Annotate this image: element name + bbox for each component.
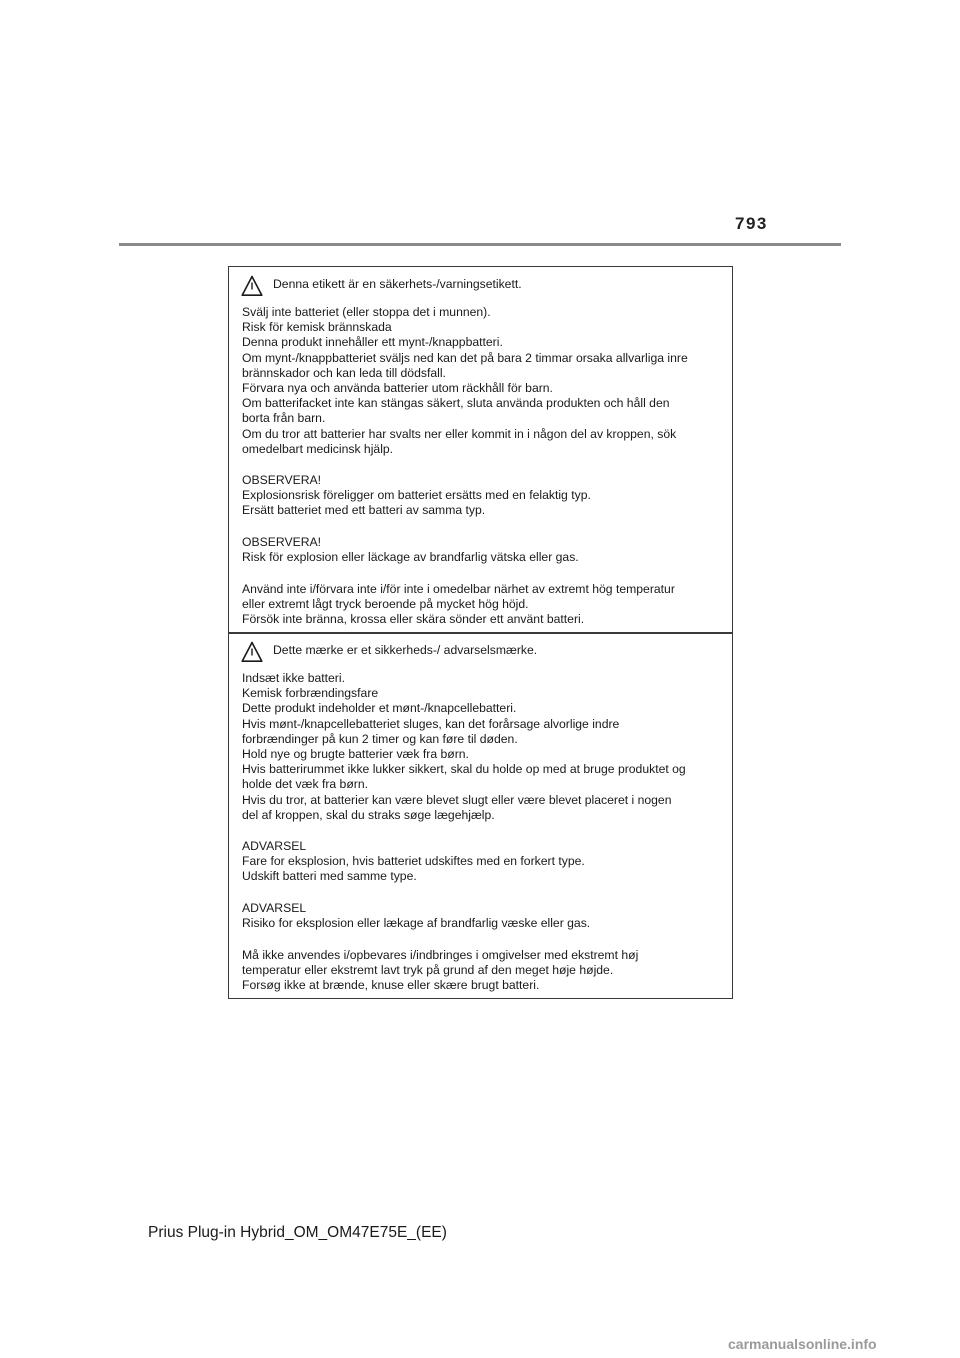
text-line: Risiko for eksplosion eller lækage af brandfarlig væske eller gas. [242, 916, 591, 931]
text-block-temperature-pressure [242, 948, 638, 994]
text-block-battery-type-caution [242, 839, 585, 885]
label-section-swedish [229, 267, 732, 632]
header-rule [119, 243, 841, 246]
text-line: Om batterifacket inte kan stängas säkert, sluta använda produkten och håll den [242, 396, 670, 411]
text-line: ADVARSEL [242, 839, 307, 853]
text-line: brännskador och kan leda till dödsfall. [242, 365, 446, 380]
warning-title: Denna etikett är en säkerhets-/varningsetikett. [273, 277, 522, 291]
text-block-battery-type-caution [242, 473, 591, 519]
text-line: borta från barn. [242, 411, 326, 426]
text-line: Må ikke anvendes i/opbevares i/indbringes i omgivelser med ekstremt høj [242, 948, 639, 962]
text-line: Denna produkt innehåller ett mynt-/knappbatteri. [242, 335, 503, 350]
text-line: Svälj inte batteriet (eller stoppa det i munnen). [242, 305, 491, 319]
text-block-explosion-caution [242, 901, 590, 931]
text-block-choking-hazard [242, 671, 686, 823]
text-line: Udskift batteri med samme type. [242, 869, 417, 884]
text-line: Ersätt batteriet med ett batteri av samma typ. [242, 503, 486, 518]
warning-label-box [228, 266, 733, 999]
text-line: del af kroppen, skal du straks søge lægehjælp. [242, 807, 495, 822]
text-line: Indsæt ikke batteri. [242, 671, 345, 685]
watermark: carmanualsonline.info [728, 1336, 877, 1352]
text-line: Hvis batterirummet ikke lukker sikkert, skal du holde op med at bruge produktet og [242, 762, 686, 777]
text-block-explosion-caution [242, 535, 579, 565]
text-line: omedelbart medicinsk hjälp. [242, 441, 394, 456]
text-line: Använd inte i/förvara inte i/för inte i omedelbar närhet av extremt hög temperatur [242, 582, 675, 596]
text-line: Hvis du tror, at batterier kan være blevet slugt eller være blevet placeret i nogen [242, 792, 672, 807]
text-line: Förvara nya och använda batterier utom räckhåll för barn. [242, 380, 553, 395]
text-line: Explosionsrisk föreligger om batteriet ersätts med en felaktig typ. [242, 488, 591, 503]
text-line: Hold nye og brugte batterier væk fra børn. [242, 746, 469, 761]
text-block-choking-hazard [242, 305, 688, 457]
text-line: Om mynt-/knappbatteriet sväljs ned kan det på bara 2 timmar orsaka allvarliga inre [242, 350, 688, 365]
warning-triangle-icon [241, 641, 263, 663]
text-line: Kemisk forbrændingsfare [242, 686, 379, 701]
text-line: eller extremt lågt tryck beroende på mycket hög höjd. [242, 597, 529, 612]
footer-document-id: Prius Plug-in Hybrid_OM_OM47E75E_(EE) [148, 1224, 447, 1241]
warning-triangle-icon [241, 275, 263, 297]
text-line: Om du tror att batterier har svalts ner eller kommit in i någon del av kroppen, sök [242, 426, 677, 441]
text-line: Risk för kemisk brännskada [242, 320, 392, 335]
text-line: Dette produkt indeholder et mønt-/knapcellebatteri. [242, 701, 517, 716]
text-block-temperature-pressure [242, 582, 675, 628]
page-number: 793 [735, 214, 768, 233]
text-line: holde det væk fra børn. [242, 777, 368, 792]
text-line: ADVARSEL [242, 901, 307, 915]
text-line: Fare for eksplosion, hvis batteriet udskiftes med en forkert type. [242, 854, 585, 869]
text-line: Forsøg ikke at brænde, knuse eller skære brugt batteri. [242, 978, 540, 993]
text-line: Risk för explosion eller läckage av brandfarlig vätska eller gas. [242, 550, 579, 565]
text-line: temperatur eller ekstremt lavt tryk på grund af den meget høje højde. [242, 963, 614, 978]
text-line: Hvis mønt-/knapcellebatteriet sluges, kan det forårsage alvorlige indre [242, 716, 620, 731]
text-line: OBSERVERA! [242, 473, 322, 487]
text-line: forbrændinger på kun 2 timer og kan føre til døden. [242, 731, 518, 746]
warning-title: Dette mærke er et sikkerheds-/ advarselsmærke. [273, 643, 538, 657]
text-line: Försök inte bränna, krossa eller skära sönder ett använt batteri. [242, 612, 585, 627]
label-section-danish [229, 633, 732, 998]
text-line: OBSERVERA! [242, 535, 322, 549]
